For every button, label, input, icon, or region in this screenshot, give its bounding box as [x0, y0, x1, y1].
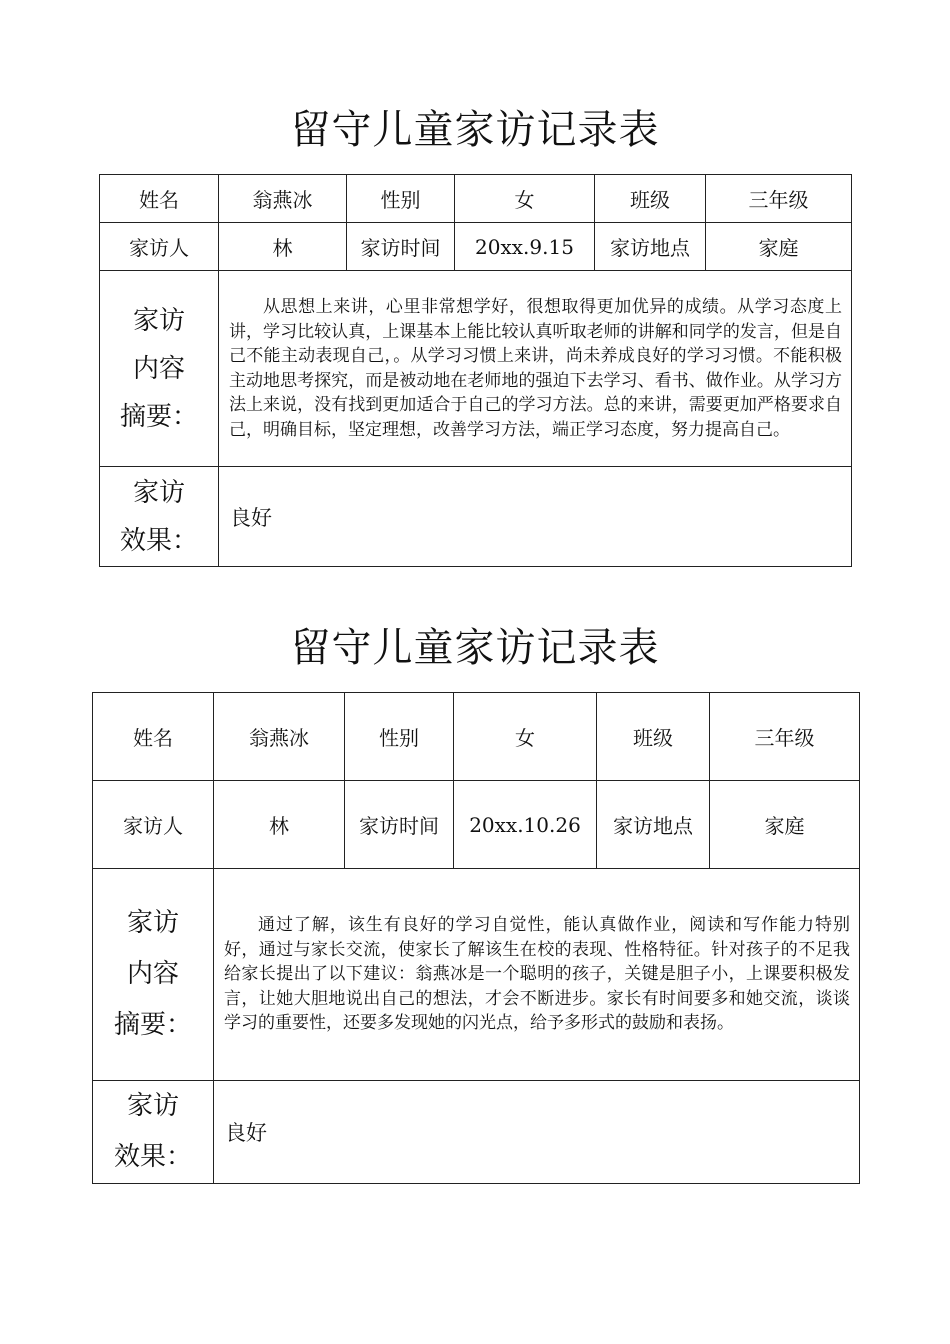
table-row	[100, 223, 852, 271]
effect-label-line: 家访	[132, 477, 185, 508]
class-value: 三年级	[710, 693, 860, 781]
visit-place-value: 家庭	[710, 781, 860, 869]
class-value: 三年级	[706, 175, 852, 223]
summary-content	[214, 869, 860, 1081]
table-row	[93, 693, 860, 781]
summary-text: 通过了解，该生有良好的学习自觉性，能认真做作业，阅读和写作能力特别好，通过与家长交流，使家长了解该生在校的表现、性格特征。针对孩子的不足我给家长提出了以下建议：翁燕冰是一个聪明的孩子，关键是胆子小，上课要积极发言，让她大胆地说出自己的想法，才会不断进步。家长有时间要多和她交流，谈谈学习的重要性，还要多发现她的闪光点，给予多形式的鼓励和表扬。	[224, 915, 850, 1034]
name-label: 姓名	[93, 693, 214, 781]
visit-place-label: 家访地点	[597, 781, 710, 869]
summary-label-line: 摘要：	[113, 1010, 192, 1040]
table-row	[100, 467, 852, 567]
effect-value: 良好	[219, 467, 852, 567]
name-value: 翁燕冰	[214, 693, 345, 781]
summary-label	[100, 271, 219, 467]
record-title: 留守儿童家访记录表	[290, 107, 660, 153]
effect-label-line: 家访	[126, 1091, 179, 1121]
record-title: 留守儿童家访记录表	[290, 625, 660, 671]
visit-time-label: 家访时间	[347, 223, 455, 271]
visit-time-value: 20xx.10.26	[454, 781, 597, 869]
class-label: 班级	[597, 693, 710, 781]
summary-label-line: 内容	[126, 959, 179, 989]
effect-value: 良好	[214, 1081, 860, 1184]
visitor-label: 家访人	[100, 223, 219, 271]
class-label: 班级	[595, 175, 706, 223]
summary-label-line: 家访	[132, 305, 185, 336]
gender-value: 女	[454, 693, 597, 781]
effect-label	[93, 1081, 214, 1184]
visitor-value: 林	[214, 781, 345, 869]
gender-label: 性别	[345, 693, 454, 781]
summary-label-line: 家访	[126, 908, 179, 938]
gender-value: 女	[455, 175, 595, 223]
effect-label-line: 效果：	[113, 1142, 192, 1172]
visitor-label: 家访人	[93, 781, 214, 869]
name-label: 姓名	[100, 175, 219, 223]
gender-label: 性别	[347, 175, 455, 223]
visit-place-label: 家访地点	[595, 223, 706, 271]
summary-content	[219, 271, 852, 467]
table-row	[93, 1081, 860, 1184]
effect-label	[100, 467, 219, 567]
table-row	[100, 175, 852, 223]
effect-label-line: 效果：	[119, 525, 198, 556]
table-row	[93, 869, 860, 1081]
visit-record-table	[92, 692, 860, 1184]
summary-text: 从思想上来讲，心里非常想学好，很想取得更加优异的成绩。从学习态度上讲，学习比较认真，上课基本上能比较认真听取老师的讲解和同学的发言，但是自己不能主动表现自己，。从学习习惯上来讲，尚未养成良好的学习习惯。不能积极主动地思考探究，而是被动地在老师地的强迫下去学习、看书、做作业。从学习方法上来说，没有找到更加适合于自己的学习方法。总的来讲，需要更加严格要求自己，明确目标，坚定理想，改善学习方法，端正学习态度，努力提高自己。	[229, 297, 842, 440]
visit-time-value: 20xx.9.15	[455, 223, 595, 271]
summary-label-line: 内容	[132, 353, 185, 384]
visitor-value: 林	[219, 223, 347, 271]
name-value: 翁燕冰	[219, 175, 347, 223]
summary-label-line: 摘要：	[119, 401, 198, 432]
visit-record-table	[99, 174, 852, 567]
visit-time-label: 家访时间	[345, 781, 454, 869]
table-row	[93, 781, 860, 869]
summary-label	[93, 869, 214, 1081]
table-row	[100, 271, 852, 467]
visit-place-value: 家庭	[706, 223, 852, 271]
